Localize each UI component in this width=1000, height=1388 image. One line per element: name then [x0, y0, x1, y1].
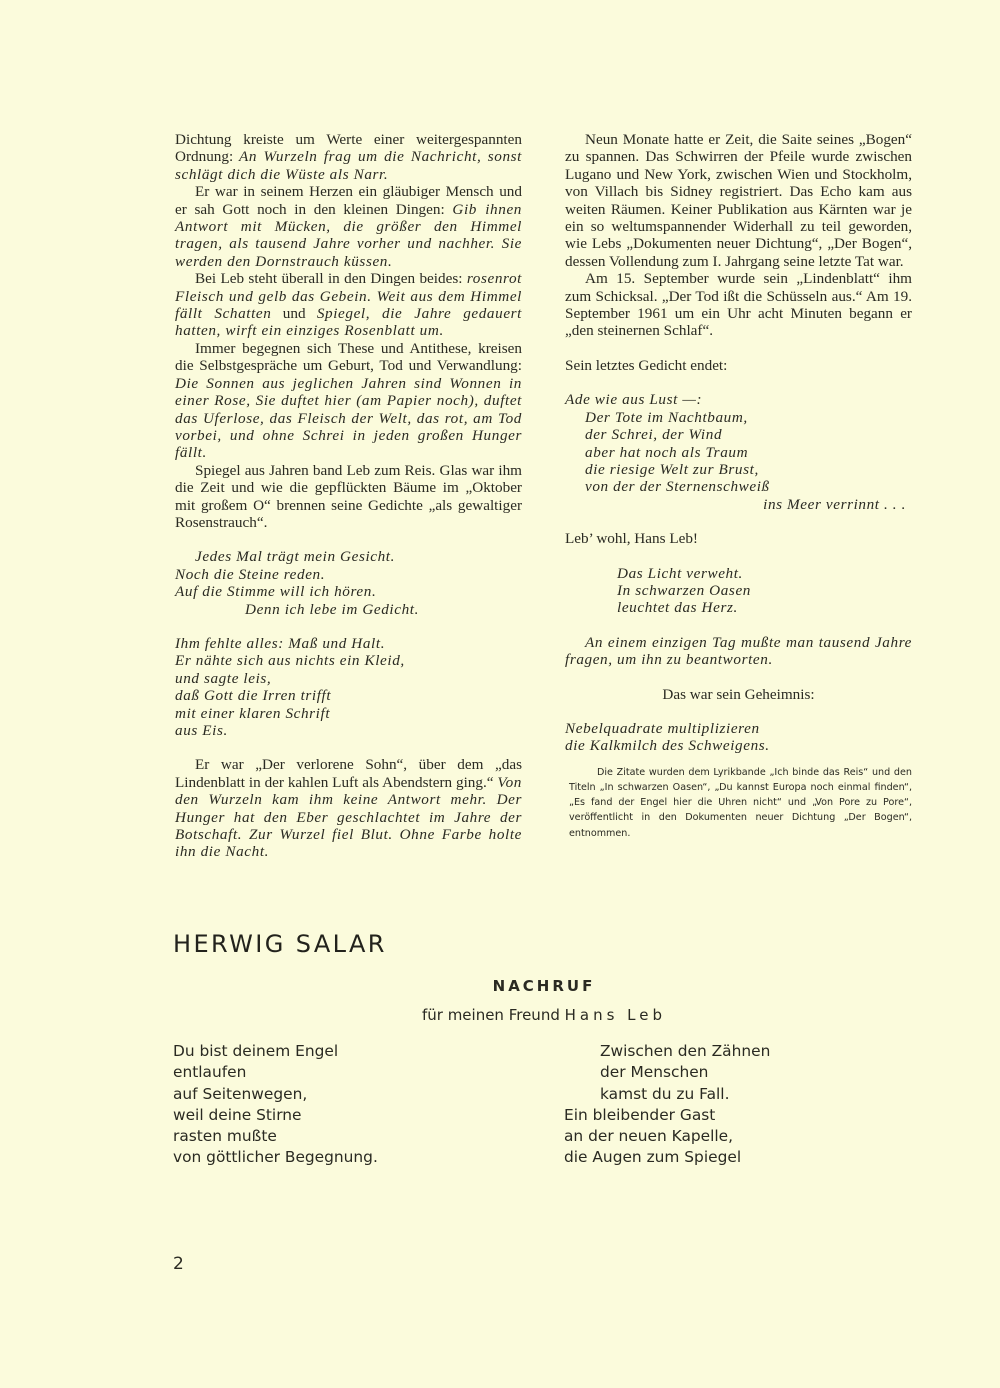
paragraph: Das war sein Geheimnis: [662, 685, 815, 703]
dedicatee-name: Hans Leb [564, 1006, 667, 1024]
poem-line: die Augen zum Spiegel [564, 1148, 742, 1167]
poem-line: weil deine Stirne [173, 1105, 302, 1124]
paragraph: Dichtung kreiste um Werte einer weitergespannten Ordnung: An Wurzeln frag um die Nachricht, sonst schlägt dich die Wüste als Narr. [175, 131, 522, 183]
quote: An Wurzeln frag um die Nachricht, sonst schlägt dich die Wüste als Narr. [175, 148, 522, 183]
poem-line: Ein bleibender Gast [564, 1105, 716, 1124]
quote: Die Sonnen aus jeglichen Jahren sind Wonnen in einer Rose, Sie duftet hier (am Papier noch), duftet das Uferlose, das Fleisch der Welt, das rot, am Tod vorbei, und ohne Schrei in jeden großen Hunger fällt. [175, 374, 522, 462]
paragraph: Spiegel aus Jahren band Leb zum Reis. Glas war ihm die Zeit und wie die gepflückten Bäume im „Oktober mit großem O“ brennen seine Gedichte „als gewaltiger Rosenstrauch“. [175, 461, 522, 531]
poem-quote [175, 635, 522, 739]
author-heading: HERWIG SALAR [173, 930, 387, 958]
poem-line: und sagte leis, [175, 669, 272, 687]
poem-line: an der neuen Kapelle, [564, 1127, 734, 1146]
poem-line: Er nähte sich aus nichts ein Kleid, [175, 652, 405, 670]
quote: rosenrot Fleisch und gelb das Gebein. Weit aus dem Himmel fällt Schatten [175, 270, 522, 323]
poem-line: von göttlicher Begegnung. [173, 1148, 378, 1167]
poem-line: ins Meer verrinnt . . . [763, 495, 906, 513]
poem-line: daß Gott die Irren trifft [175, 687, 332, 705]
poem-line: mit einer klaren Schrift [175, 704, 331, 722]
poem-quote [565, 565, 912, 617]
last-poem [565, 391, 912, 513]
poem-line: Nebelquadrate multiplizieren [565, 719, 760, 737]
poem-line: leuchtet das Herz. [617, 599, 738, 617]
paragraph: An einem einzigen Tag mußte man tausend Jahre fragen, um ihn zu beantworten. [565, 633, 912, 669]
poem-line: Noch die Steine reden. [175, 565, 326, 583]
poem-line: der Schrei, der Wind [585, 426, 723, 444]
poem-line: In schwarzen Oasen [617, 581, 751, 599]
poem-line: die Kalkmilch des Schweigens. [565, 737, 770, 755]
right-column [565, 131, 912, 841]
poem-line: kamst du zu Fall. [600, 1084, 730, 1103]
paragraph: Bei Leb steht überall in den Dingen beides: rosenrot Fleisch und gelb das Gebein. Weit aus dem Himmel fällt Schatten und Spiegel, die Jahre gedauert hatten, wirft ein einziges Rosenblatt um. [175, 270, 522, 340]
poem-line: Ihm fehlte alles: Maß und Halt. [175, 634, 386, 652]
poem-quote [175, 548, 522, 618]
quote: Spiegel, die Jahre gedauert hatten, wirft ein einziges Rosenblatt um. [175, 305, 522, 340]
quote: Von den Wurzeln kam ihm keine Antwort mehr. Der Hunger hat den Eber geschlachtet im Jahre der Botschaft. Zur Wurzel fiel Blut. Ohne Farbe holte ihn die Nacht. [175, 773, 522, 861]
page-number: 2 [173, 1254, 184, 1274]
paragraph: Sein letztes Gedicht endet: [565, 356, 728, 374]
poem-line: Zwischen den Zähnen [600, 1042, 771, 1060]
poem-line: Das Licht verweht. [617, 564, 743, 582]
quote: Gib ihnen Antwort mit Mücken, die größer den Himmel tragen, als tausend Jahre vorher und nachher. Sie werden den Dornstrauch küssen. [175, 200, 522, 270]
poem-line: auf Seitenwegen, [173, 1084, 308, 1103]
stanza-left [173, 1041, 378, 1169]
poem-line: entlaufen [173, 1063, 247, 1082]
paragraph: Er war in seinem Herzen ein gläubiger Mensch und er sah Gott noch in den kleinen Dingen: Gib ihnen Antwort mit Mücken, die größer den Himmel tragen, als tausend Jahre vorher und nachher. Sie werden den Dornstrauch küssen. [175, 183, 522, 270]
poem-line: der Menschen [600, 1063, 709, 1082]
paragraph: Immer begegnen sich These und Antithese, kreisen die Selbstgespräche um Geburt, Tod und Verwandlung: Die Sonnen aus jeglichen Jahren sind Wonnen in einer Rose, Sie duftet hier (am Papier noch), duftet das Uferlose, das Fleisch der Welt, das rot, am Tod vorbei, und ohne Schrei in jeden großen Hunger fällt. [175, 339, 522, 462]
poem-line: von der der Sternenschweiß [585, 478, 770, 496]
poem-line: aber hat noch als Traum [585, 443, 749, 461]
paragraph: Neun Monate hatte er Zeit, die Saite seines „Bogen“ zu spannen. Das Schwirren der Pfeile wurde zwischen Lugano und New York, zwischen Wien und Stockholm, von Villach bis Sidney registriert. Das Echo kam aus weiten Räumen. Keiner Publikation aus Kärnten war je ein so weltumspannender Widerhall zu teil geworden, wie Lebs „Dokumenten neuer Dichtung“, „Der Bogen“, dessen Vollendung zum I. Jahrgang seine letzte Tat war. [565, 131, 912, 270]
paragraph: Er war „Der verlorene Sohn“, über dem „das Lindenblatt in der kahlen Luft als Abendstern ging.“ Von den Wurzeln kam ihm keine Antwort mehr. Der Hunger hat den Eber geschlachtet im Jahre der Botschaft. Zur Wurzel fiel Blut. Ohne Farbe holte ihn die Nacht. [175, 756, 522, 861]
poem-line: Auf die Stimme will ich hören. [175, 583, 377, 601]
poem-line: rasten mußte [173, 1127, 277, 1146]
poem-line: Jedes Mal trägt mein Gesicht. [195, 548, 396, 566]
poem-line: Ade wie aus Lust —: [565, 391, 703, 409]
poem-title: NACHRUF [492, 977, 596, 995]
farewell: Leb’ wohl, Hans Leb! [565, 530, 698, 548]
poem-line: die riesige Welt zur Brust, [585, 460, 759, 478]
poem-dedication: für meinen Freund Hans Leb [421, 1006, 667, 1024]
poem-line: Denn ich lebe im Gedicht. [245, 600, 419, 618]
left-column [175, 131, 522, 861]
poem-line: Du bist deinem Engel [173, 1042, 339, 1060]
stanza-right [564, 1041, 770, 1169]
footnote: Die Zitate wurden dem Lyrikbande „Ich binde das Reis“ und den Titeln „In schwarzen Oasen“, „Du kannst Europa noch einmal finden“, „Es fand der Engel hier die Uhren nicht“ und „Von Pore zu Pore“, veröffentlicht in den Dokumenten neuer Dichtung „Der Bogen“, entnommen. [569, 766, 912, 839]
secret-poem [565, 720, 912, 755]
poem-line: Der Tote im Nachtbaum, [585, 408, 748, 426]
paragraph: Am 15. September wurde sein „Lindenblatt“ ihm zum Schicksal. „Der Tod ißt die Schüsseln aus.“ Am 19. September 1961 um ein Uhr acht Minuten begann er „den steinernen Schlaf“. [565, 270, 912, 340]
poem-line: aus Eis. [175, 722, 228, 739]
